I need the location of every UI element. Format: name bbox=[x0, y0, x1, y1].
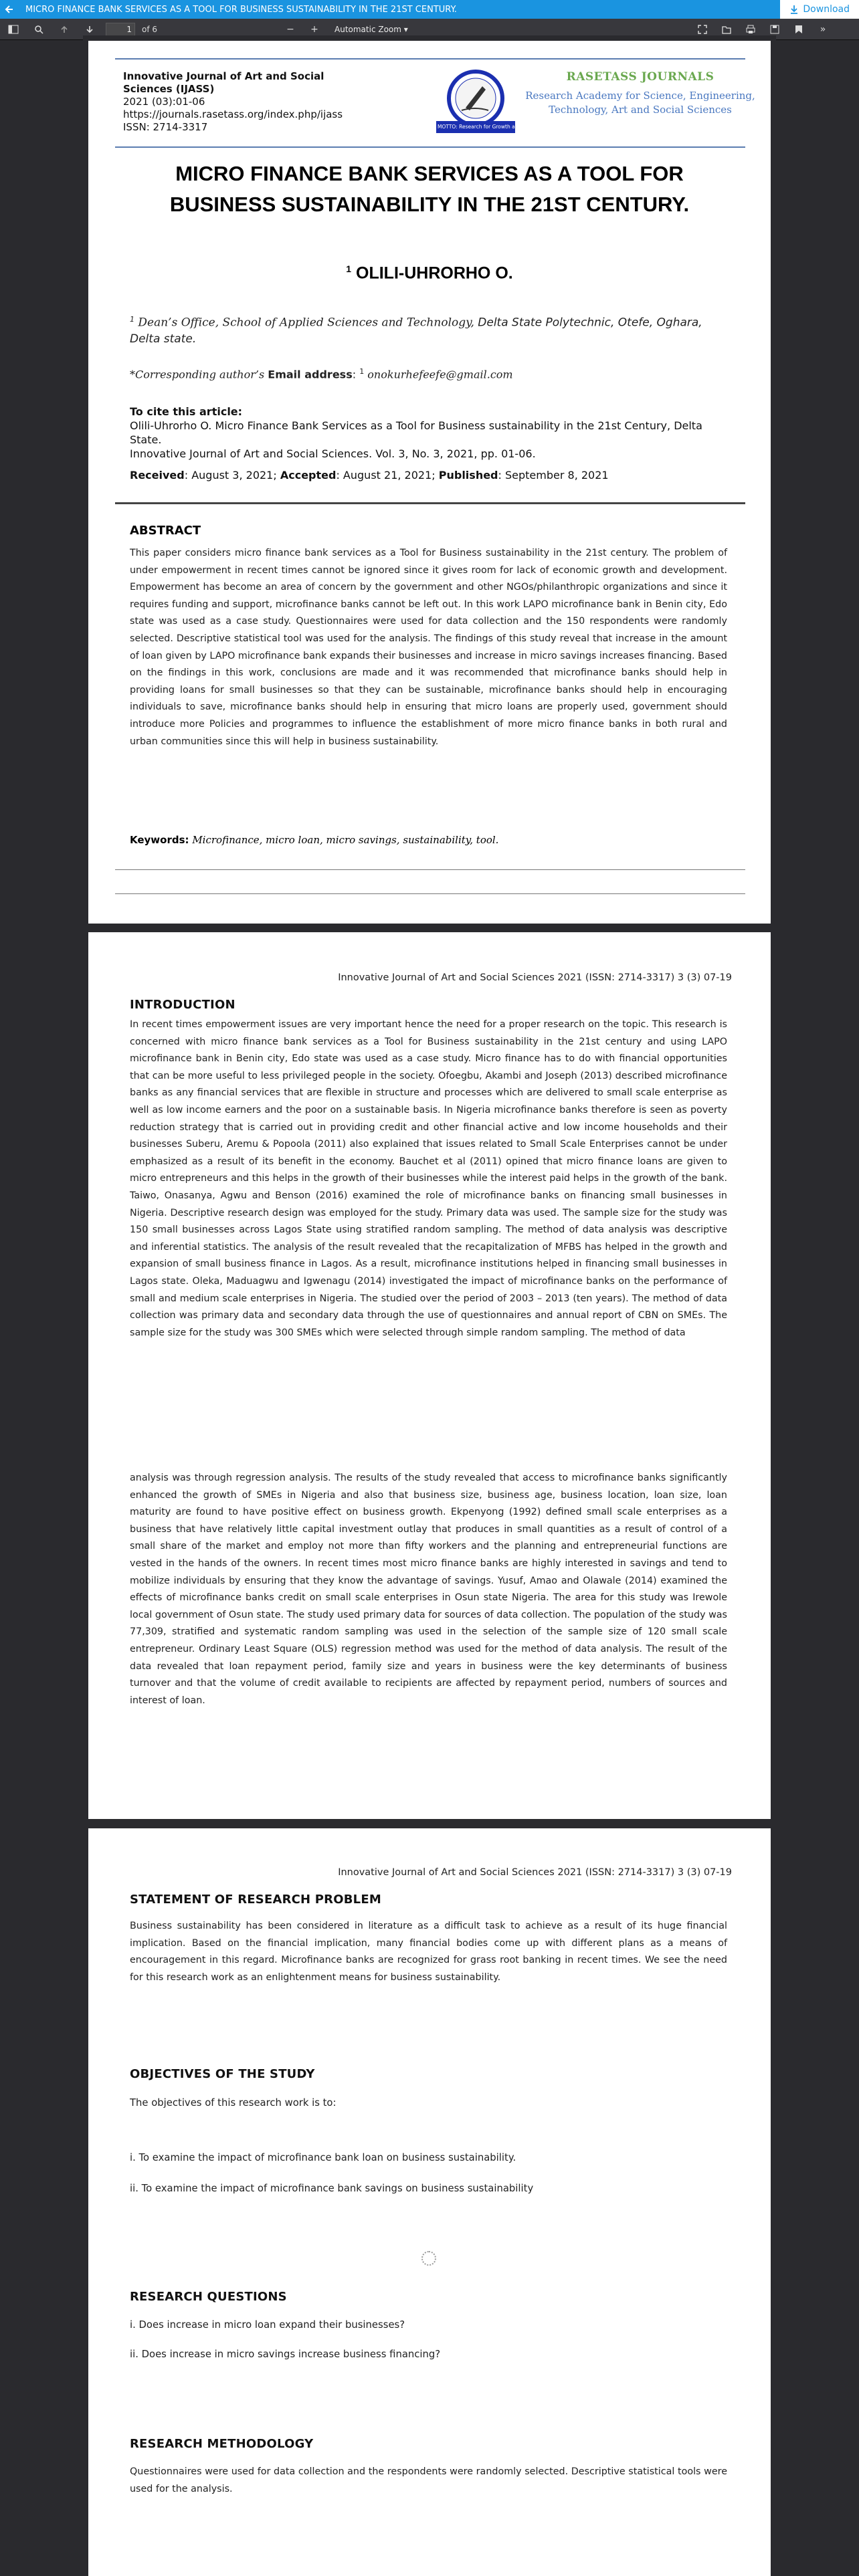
journal-info bbox=[123, 70, 344, 134]
download-button[interactable] bbox=[780, 0, 859, 19]
objective-item: i. To examine the impact of microfinance bank loan on business sustainability. bbox=[130, 2152, 516, 2163]
citation-block bbox=[130, 405, 732, 461]
methodology-text: Questionnaires were used for data collection and the respondents were randomly selected. Descriptive statistical tools were used for the analysis. bbox=[130, 2466, 727, 2494]
cite-label: To cite this article: bbox=[130, 405, 243, 418]
published-label: Published bbox=[438, 469, 498, 481]
page-number-input[interactable]: 1 bbox=[106, 23, 135, 36]
email-address[interactable]: onokurhefeefe@gmail.com bbox=[367, 368, 513, 381]
affiliation-superscript: 1 bbox=[130, 315, 134, 324]
author-name: OLILI-UHRORHO O. bbox=[356, 263, 513, 283]
keywords-rule-1 bbox=[115, 869, 745, 870]
pdf-toolbar bbox=[0, 19, 859, 40]
pdf-viewer[interactable] bbox=[0, 40, 859, 2576]
journal-issn: ISSN: 2714-3317 bbox=[123, 121, 208, 133]
bookmark-icon[interactable] bbox=[789, 21, 808, 37]
tools-menu-icon[interactable]: » bbox=[820, 23, 826, 35]
objectives-heading: OBJECTIVES OF THE STUDY bbox=[130, 2067, 315, 2081]
received-date: : August 3, 2021; bbox=[184, 469, 277, 481]
keywords-list: Microfinance, micro loan, micro savings, sustainability, tool. bbox=[192, 834, 499, 846]
keywords-label: Keywords: bbox=[130, 834, 189, 846]
accepted-label: Accepted bbox=[280, 469, 337, 481]
received-label: Received bbox=[130, 469, 185, 481]
abstract-text: This paper considers micro finance bank services as a Tool for Business sustainability in the 21st century. The problem of under empowerment in recent times cannot be ignored since it gives room for lack of economic growth and development. Empowerment has become an area of concern by the government and other NGOs/philanthropic organizations and since it requires funding and support, microfinance banks cannot be left out. In this work LAPO microfinance bank in Benin city, Edo state was used as a case study. Questionnaires were used for data collection and the 150 respondents were randomly selected. Descriptive statistical tool was used for the analysis. The findings of this study reveal that increase in the amount of loan given by LAPO microfinance bank expands their businesses and increase in micro savings increases financing. Based on the findings in this work, conclusions are made and it was recommended that microfinance banks should help in providing loans for small businesses so that they can be sustainable, microfinance banks should help in encouraging individuals to save, microfinance banks should help in ensuring that micro loans are properly used, government should introduce more Policies and programmes to influence the establishment of more micro finance banks in both rural and urban communities since this will help in business sustainability. bbox=[130, 548, 728, 747]
presentation-mode-icon[interactable] bbox=[693, 21, 712, 37]
research-question-item: i. Does increase in micro loan expand their businesses? bbox=[130, 2319, 405, 2331]
sidebar-toggle-icon[interactable] bbox=[4, 21, 23, 37]
paper-author bbox=[128, 263, 731, 283]
logo-motto: MOTTO: Research for Growth and Development bbox=[438, 124, 557, 130]
app-title-bar bbox=[0, 0, 859, 19]
publisher-name: RASETASS JOURNALS bbox=[566, 70, 714, 84]
save-icon[interactable] bbox=[765, 21, 784, 37]
affiliation-part-a: Dean’s Office, School of Applied Sciences and Technology, bbox=[138, 316, 474, 330]
corresponding-author: *Corresponding author’s Email address: $^1$ onokurhefeefe@gmail.com bbox=[130, 367, 513, 381]
header-rule-bottom bbox=[115, 146, 745, 148]
statement-text: Business sustainability has been considered in literature as a difficult task to achieve as a result of its huge financial implication. Based on the financial implication, many financial bodies come up with different plans as a means of encouragement in this regard. Microfinance banks are recognized for grass root banking in recent times. We see the need for this research work as an enlightenment means for business sustainability. bbox=[130, 1921, 727, 1983]
pdf-page-3 bbox=[88, 1828, 771, 2576]
zoom-in-icon[interactable]: + bbox=[310, 23, 318, 35]
research-question-item: ii. Does increase in micro savings increase business financing? bbox=[130, 2349, 441, 2360]
affiliation bbox=[130, 312, 732, 347]
next-page-icon[interactable] bbox=[80, 21, 99, 37]
running-header: Innovative Journal of Art and Social Sciences 2021 (ISSN: 2714-3317) 3 (3) 07-19 bbox=[338, 972, 732, 983]
page-total: of 6 bbox=[142, 24, 158, 34]
statement-heading: STATEMENT OF RESEARCH PROBLEM bbox=[130, 1893, 381, 1907]
author-superscript: 1 bbox=[346, 263, 352, 274]
back-arrow-icon[interactable] bbox=[0, 0, 19, 19]
header-rule-top bbox=[115, 58, 745, 60]
keywords bbox=[130, 834, 727, 846]
journal-logo bbox=[432, 68, 557, 137]
email-superscript: 1 bbox=[359, 367, 365, 376]
download-label: Download bbox=[803, 4, 850, 15]
publisher-subtitle: Research Academy for Science, Engineering, Technology, Art and Social Sciences bbox=[525, 90, 755, 116]
published-date: : September 8, 2021 bbox=[498, 469, 609, 481]
previous-page-icon[interactable] bbox=[55, 21, 74, 37]
window-title: MICRO FINANCE BANK SERVICES AS A TOOL FOR BUSINESS SUSTAINABILITY IN THE 21ST CENTURY. bbox=[25, 4, 457, 15]
affiliation-part-b: Delta State Polytechnic, Otefe, Oghara, Delta state. bbox=[130, 316, 702, 346]
pdf-page-1 bbox=[88, 41, 771, 924]
pdf-page-2 bbox=[88, 932, 771, 1819]
methodology-heading: RESEARCH METHODOLOGY bbox=[130, 2437, 314, 2451]
keywords-rule-2 bbox=[115, 893, 745, 894]
introduction-paragraph-2: analysis was through regression analysis. The results of the study revealed that access to microfinance banks significantly enhanced the growth of SMEs in Nigeria and also that business size, business age, business location, loan size, loan maturity are found to have positive effect on business growth. Ekpenyong (1992) defined small scale enterprises as a business that have relatively little capital investment outlay that produces in small quantities as a result of control of a small share of the market and employ not more than fifty workers and the planning and entrepreneurial functions are vested in the hands of the owners. In recent times most micro finance banks are highly interested in savings and tend to mobilize individuals by ensuring that they know the advantage of savings. Yusuf, Amao and Olawale (2014) examined the effects of microfinance banks credit on small scale enterprises in Osun state Nigeria. The area for this study was Irewole local government of Osun state. The study used primary data for sources of data collection. The population of the study was 77,309, stratified and systematic random sampling was used in the selection of the sample size of 120 small scale entrepreneur. Ordinary Least Square (OLS) regression method was used for the method of data analysis. The result of the data revealed that loan repayment period, family size and years in business were the key determinants of business turnover and that the volume of credit available to recipients are affected by repayment period, numbers of sources and interest of loan. bbox=[130, 1473, 727, 1706]
journal-url[interactable]: https://journals.rasetass.org/index.php/ijass bbox=[123, 108, 343, 120]
download-icon bbox=[789, 5, 799, 14]
research-questions-heading: RESEARCH QUESTIONS bbox=[130, 2290, 287, 2304]
loading-spinner-icon bbox=[421, 2251, 436, 2266]
running-header: Innovative Journal of Art and Social Sciences 2021 (ISSN: 2714-3317) 3 (3) 07-19 bbox=[338, 1867, 732, 1878]
objectives-intro: The objectives of this research work is to: bbox=[130, 2097, 337, 2109]
accepted-date: : August 21, 2021; bbox=[336, 469, 436, 481]
cite-line-1: Olili-Uhrorho O. Micro Finance Bank Services as a Tool for Business sustainability in the 21st Century, Delta State. bbox=[130, 419, 702, 446]
zoom-out-icon[interactable]: − bbox=[286, 23, 294, 35]
find-icon[interactable] bbox=[29, 21, 48, 37]
corres-label: *Corresponding author’s bbox=[130, 368, 265, 381]
paper-title: MICRO FINANCE BANK SERVICES AS A TOOL FOR BUSINESS SUSTAINABILITY IN THE 21ST CENTURY. bbox=[169, 162, 690, 216]
introduction-heading: INTRODUCTION bbox=[130, 998, 235, 1012]
objective-item: ii. To examine the impact of microfinance bank savings on business sustainability bbox=[130, 2183, 534, 2194]
email-label: Email address bbox=[268, 368, 353, 381]
zoom-select[interactable]: Automatic Zoom ▾ bbox=[335, 24, 408, 34]
abstract-heading: ABSTRACT bbox=[130, 524, 201, 538]
publication-dates bbox=[130, 469, 732, 481]
open-file-icon[interactable] bbox=[717, 21, 736, 37]
journal-issue: 2021 (03):01-06 bbox=[123, 96, 205, 108]
zoom-value: Automatic Zoom bbox=[335, 24, 401, 34]
cite-line-2: Innovative Journal of Art and Social Sciences. Vol. 3, No. 3, 2021, pp. 01-06. bbox=[130, 447, 536, 460]
journal-name: Innovative Journal of Art and Social Sciences (IJASS) bbox=[123, 70, 324, 95]
introduction-paragraph-1: In recent times empowerment issues are very important hence the need for a proper research on the topic. This research is concerned with micro finance bank services as a Tool for Business sustainability in the 21st century and using LAPO microfinance bank in Benin city, Edo state was used as a case study. Micro finance has to do with financial opportunities that can be more useful to less privileged people in the society. Ofoegbu, Akambi and Joseph (2013) described microfinance banks as any financial services that are flexible in structure and processes which are delivered to small scale enterprise as well as low income earners and the poor on a sustainable basis. In Nigeria microfinance banks therefore is seen as poverty reduction strategy that is carried out in providing credit and other financial active and low income households and their businesses Suberu, Aremu & Popoola (2011) also explained that issues related to Small Scale Enterprises cannot be under emphasized as a result of its benefit in the economy. Bauchet et al (2011) opined that micro finance loans are given to micro entrepreneurs and this helps in the growth of their businesses while the interest paid helps in the growth of the bank. Taiwo, Onasanya, Agwu and Benson (2016) examined the role of microfinance banks on financing small businesses in Nigeria. Descriptive research design was employed for the study. Primary data was used. The sample size for the study was 150 small businesses across Lagos State using stratified random sampling. The method of data analysis was descriptive and inferential statistics. The analysis of the result revealed that the recapitalization of MFBS has helped in the growth and expansion of small business finance in Lagos. As a result, microfinance institutions helped in financing small businesses in Lagos state. Oleka, Maduagwu and Igwenagu (2014) investigated the impact of microfinance banks on the performance of small and medium scale enterprises in Nigeria. The studied over the period of 2003 – 2013 (ten years). The method of data collection was primary data and secondary data through the use of questionnaires and annual report of CBN on SMEs. The sample size for the study was 300 SMEs which were selected through simple random sampling. The method of data bbox=[130, 1019, 727, 1338]
abstract-separator bbox=[115, 502, 745, 504]
publisher-block bbox=[523, 70, 757, 117]
print-icon[interactable] bbox=[741, 21, 760, 37]
